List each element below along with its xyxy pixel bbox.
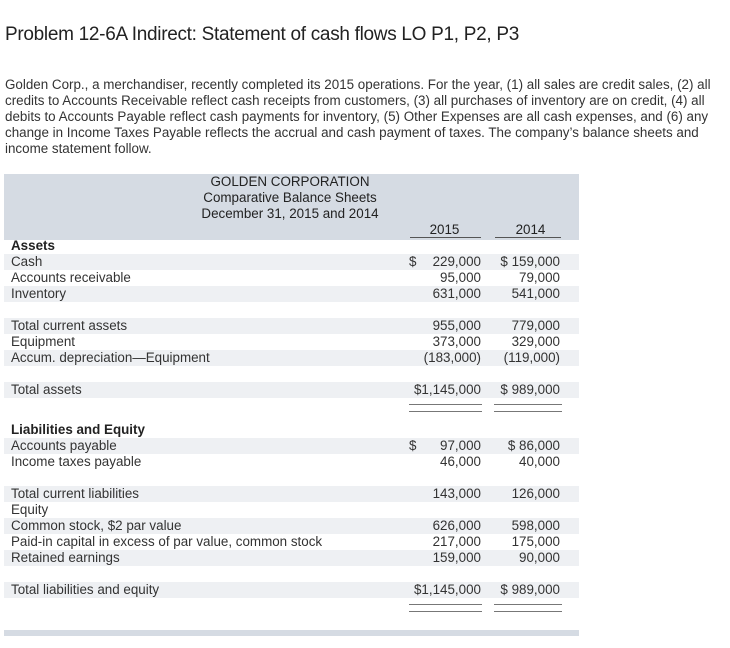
value-2014: $ 86,000: [507, 438, 560, 453]
year-2014-header: 2014: [515, 222, 546, 237]
table-row: [4, 270, 579, 286]
liabilities-heading: Liabilities and Equity: [11, 422, 145, 437]
double-underline: [409, 611, 482, 612]
row-label: Retained earnings: [11, 550, 120, 565]
table-row: [4, 454, 579, 470]
table-row: [4, 286, 579, 302]
table-row: [4, 238, 579, 254]
value-2015: 159,000: [432, 550, 481, 565]
row-label: Equipment: [11, 334, 76, 349]
double-underline: [494, 611, 562, 612]
value-2014: 779,000: [511, 318, 560, 333]
value-2015: 631,000: [432, 286, 481, 301]
value-2015: 95,000: [440, 270, 481, 285]
table-row: [4, 534, 579, 550]
value-2015: 97,000: [440, 438, 481, 453]
company-name: GOLDEN CORPORATION: [210, 174, 370, 189]
table-row: [4, 254, 579, 270]
value-2014: (119,000): [503, 350, 560, 365]
value-2014: 126,000: [511, 486, 560, 501]
table-row: [4, 518, 579, 534]
page-title: Problem 12-6A Indirect: Statement of cash flows LO P1, P2, P3: [5, 24, 519, 45]
double-underline: [409, 404, 482, 405]
balance-sheet-table: [4, 174, 579, 636]
value-2014: 90,000: [519, 550, 560, 565]
double-underline: [494, 404, 562, 405]
value-2015: 626,000: [432, 518, 481, 533]
table-row: [4, 486, 579, 502]
value-2014: $ 989,000: [500, 382, 560, 397]
problem-description: Golden Corp., a merchandiser, recently completed its 2015 operations. For the year, (1) all sales are credit sales, (2) all credits to Accounts Receivable reflect cash receipts from customers, (3) all purchases of inventory are on credit, (4) all debits to Accounts Payable reflect cash payments for inventory, (5) Other Expenses are all cash expenses, and (6) any change in Income Taxes Payable reflects the accrual and cash payment of taxes. The company’s balance sheets and income statement follow.: [5, 77, 711, 156]
row-label: Accum. depreciation—Equipment: [11, 350, 210, 365]
year-2015-header: 2015: [429, 222, 460, 237]
table-row: [4, 350, 579, 366]
row-label: Equity: [11, 502, 49, 517]
value-2015: 955,000: [432, 318, 481, 333]
statement-dates: December 31, 2015 and 2014: [201, 206, 379, 221]
value-2014: 598,000: [511, 518, 560, 533]
dollar-sign: $: [409, 438, 417, 453]
table-row: [4, 438, 579, 454]
double-underline: [494, 604, 562, 605]
value-2015: 46,000: [440, 454, 481, 469]
value-2014: 541,000: [511, 286, 560, 301]
value-2014: 79,000: [519, 270, 560, 285]
row-label: Total current assets: [11, 318, 128, 333]
value-2015: (183,000): [423, 350, 481, 365]
table-row: [4, 382, 579, 398]
table-row: [4, 582, 579, 598]
statement-name: Comparative Balance Sheets: [203, 190, 377, 205]
row-label: Total current liabilities: [11, 486, 140, 501]
double-underline: [494, 411, 562, 412]
row-label: Accounts payable: [11, 438, 117, 453]
value-2015: $1,145,000: [413, 382, 481, 397]
row-label: Inventory: [11, 286, 67, 301]
table-footer: [4, 630, 579, 636]
row-label: Total assets: [11, 382, 82, 397]
value-2014: $ 989,000: [500, 582, 560, 597]
value-2014: $ 159,000: [500, 254, 560, 269]
row-label: Total liabilities and equity: [11, 582, 160, 597]
row-label: Paid-in capital in excess of par value, common stock: [11, 534, 323, 549]
table-row: [4, 422, 579, 438]
row-label: Accounts receivable: [11, 270, 131, 285]
table-row: [4, 502, 579, 518]
double-underline: [409, 411, 482, 412]
table-row: [4, 550, 579, 566]
table-row: [4, 318, 579, 334]
assets-heading: Assets: [11, 238, 55, 253]
value-2014: 329,000: [511, 334, 560, 349]
value-2014: 40,000: [519, 454, 560, 469]
row-label: Common stock, $2 par value: [11, 518, 182, 533]
value-2014: 175,000: [511, 534, 560, 549]
row-label: Cash: [11, 254, 43, 269]
double-underline: [409, 604, 482, 605]
value-2015: 143,000: [432, 486, 481, 501]
value-2015: 217,000: [432, 534, 481, 549]
row-label: Income taxes payable: [11, 454, 142, 469]
value-2015: $1,145,000: [413, 582, 481, 597]
table-row: [4, 334, 579, 350]
value-2015: 229,000: [432, 254, 481, 269]
value-2015: 373,000: [432, 334, 481, 349]
dollar-sign: $: [409, 254, 417, 269]
